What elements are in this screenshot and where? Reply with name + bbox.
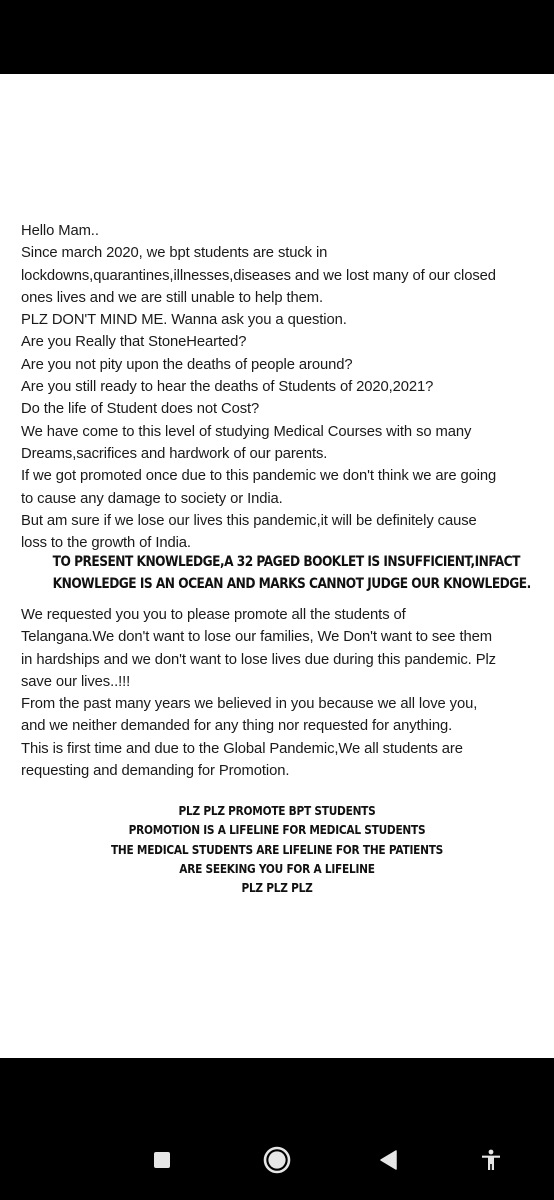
slogan-line: PLZ PLZ PLZ [241, 880, 313, 896]
letter-line: loss to the growth of India. [21, 535, 191, 552]
home-button[interactable] [257, 1140, 297, 1180]
letter-line: Are you not pity upon the deaths of people around? [21, 356, 353, 373]
letter-line: PLZ DON'T MIND ME. Wanna ask you a question. [21, 312, 347, 329]
letter-body-part1 [21, 220, 541, 554]
letter-line: Are you still ready to hear the deaths of Students of 2020,2021? [21, 379, 434, 396]
accessibility-person-icon [479, 1148, 503, 1172]
knowledge-headline [52, 551, 531, 595]
letter-line: Telangana.We don't want to lose our families, We Don't want to see them [21, 629, 492, 646]
letter-line: to cause any damage to society or India. [21, 490, 283, 507]
top-black-bar [0, 0, 554, 74]
system-navigation-bar [0, 1058, 554, 1200]
letter-line: From the past many years we believed in you because we all love you, [21, 696, 478, 713]
slogan-block [0, 801, 554, 897]
letter-line: Dreams,sacrifices and hardwork of our parents. [21, 445, 328, 462]
headline-line: KNOWLEDGE IS AN OCEAN AND MARKS CANNOT JUDGE OUR KNOWLEDGE. [52, 576, 531, 592]
image-viewer[interactable] [0, 74, 554, 1058]
accessibility-button[interactable] [471, 1140, 511, 1180]
letter-line: ones lives and we are still unable to help them. [21, 289, 324, 306]
slogan-line: ARE SEEKING YOU FOR A LIFELINE [179, 860, 375, 876]
headline-line: TO PRESENT KNOWLEDGE,A 32 PAGED BOOKLET IS INSUFFICIENT,INFACT [52, 554, 520, 570]
slogan-line: PLZ PLZ PROMOTE BPT STUDENTS [178, 803, 376, 818]
letter-line: We requested you you to please promote all the students of [21, 607, 406, 623]
letter-line: This is first time and due to the Global Pandemic,We all students are [21, 740, 463, 757]
letter-line: save our lives..!!! [21, 673, 131, 690]
letter-line: requesting and demanding for Promotion. [21, 763, 290, 780]
letter-line: We have come to this level of studying Medical Courses with so many [21, 423, 472, 440]
letter-line: Hello Mam.. [21, 223, 99, 239]
recents-button[interactable] [142, 1140, 182, 1180]
letter-line: If we got promoted once due to this pandemic we don't think we are going [21, 468, 497, 485]
letter-line: Since march 2020, we bpt students are stuck in [21, 245, 328, 262]
slogan-line: PROMOTION IS A LIFELINE FOR MEDICAL STUDENTS [128, 822, 426, 838]
back-button[interactable] [369, 1140, 409, 1180]
triangle-back-icon [378, 1149, 400, 1171]
letter-line: But am sure if we lose our lives this pandemic,it will be definitely cause [21, 512, 477, 529]
letter-line: and we neither demanded for any thing nor requested for anything. [21, 718, 453, 735]
letter-line: in hardships and we don't want to lose lives due during this pandemic. Plz [21, 651, 496, 668]
letter-body-part2 [21, 604, 541, 782]
letter-line: Do the life of Student does not Cost? [21, 401, 260, 418]
square-recents-icon [152, 1150, 172, 1170]
letter-line: Are you Really that StoneHearted? [21, 334, 247, 351]
letter-line: lockdowns,quarantines,illnesses,diseases and we lost many of our closed [21, 267, 496, 284]
circle-home-icon [262, 1145, 292, 1175]
slogan-line: THE MEDICAL STUDENTS ARE LIFELINE FOR THE PATIENTS [110, 841, 444, 857]
